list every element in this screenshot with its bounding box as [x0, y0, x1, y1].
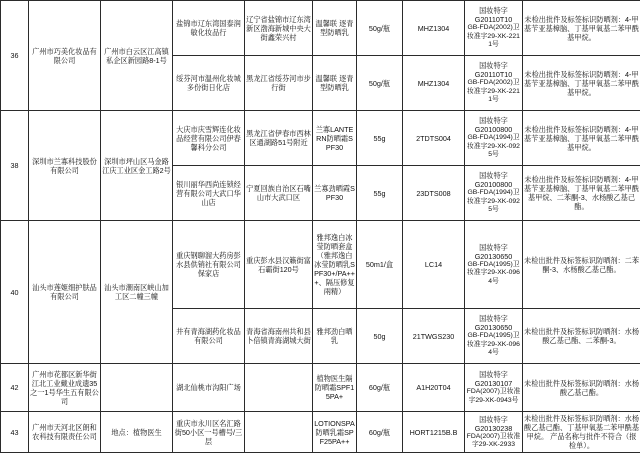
license-type: 国妆特字: [466, 116, 521, 125]
license-cell: [465, 111, 523, 166]
failed-items-cell: 未检出批件及标签标识防晒剂：水杨酸乙基己酯、二苯酮-3。: [523, 309, 640, 364]
license-extra: GB-FDA(1994)卫妆准字29-XK-0925号: [466, 134, 521, 159]
license-number: G20100800: [466, 180, 521, 189]
sample-code-cell: 23DTS008: [403, 166, 465, 221]
sample-code-cell: 21TWGS230: [403, 309, 465, 364]
seller-cell: 大庆市庆雪辉连化妆品经营有限公司伊春馨科分公司: [173, 111, 245, 166]
failed-items-cell: 未检出批件及标签标识防晒剂：4-甲基苄亚基樟脑、丁基甲氧基二苯甲酰基甲烷、二苯酮-3、水杨酸乙基己酯。: [523, 166, 640, 221]
table-row: [1, 221, 640, 309]
sampler-cell: 广州市花都区新华街江北工业戴业成遗35之一1号华生五有限公司: [29, 364, 101, 412]
license-extra: GB-FDA(2002)卫妆准字29-XK-2211号: [466, 24, 521, 49]
license-type: 国妆特字: [466, 243, 521, 252]
product-name-cell: 兰寡LANTERN防晒霜SPF30: [313, 111, 357, 166]
product-name-cell: 雅邦逸白冰莹防晒套盒（雅邦逸白冰莹防晒乳SPF30+/PA+++、隔压修复兩精）: [313, 221, 357, 309]
sample-code-cell: MHZ1304: [403, 56, 465, 111]
license-number: G20130238: [466, 424, 521, 433]
seller-cell: 井有青海湖药化妆品有限公司: [173, 309, 245, 364]
failed-items-extra: 产品名称与批件不符合（报检单）。: [550, 432, 636, 450]
license-extra: GB-FDA(1995)卫妆准字29-XK-0964号: [466, 261, 521, 286]
table-row: [1, 111, 640, 166]
producer-cell: 汕头市潮南区峡山加工区二幢三幢: [101, 221, 173, 364]
sample-code-cell: A1H20T04: [403, 364, 465, 412]
failed-items-cell: 未检出批件及标签标识防晒剂：二苯酮-3、水杨酸乙基己酯。: [523, 221, 640, 309]
product-name-cell: 雅邦劲白晒乳: [313, 309, 357, 364]
sampler-cell: 广州市巧美化妆品有限公司: [29, 1, 101, 111]
product-name-cell: LOTIONSPA防晒乳霜SPF25PA++: [313, 412, 357, 453]
license-extra: GB-FDA(2002)卫妆准字29-XK-2211号: [466, 79, 521, 104]
address-cell: [245, 364, 313, 412]
spec-cell: 50g: [357, 309, 403, 364]
row-index: 38: [1, 111, 29, 221]
product-name-cell: 植物医生隔防晒霜SPF15PA+: [313, 364, 357, 412]
seller-cell: 绥芬河市温州化妆城多份街日化店: [173, 56, 245, 111]
license-number: G20130107: [466, 379, 521, 388]
failed-items-cell: 未检出批件及标签标识防晒剂：4-甲基苄亚基樟脑、丁基甲氧基二苯甲酰基甲烷。: [523, 111, 640, 166]
seller-cell: 银川丽华西尚连锁经营有限公司大武口华山店: [173, 166, 245, 221]
producer-cell: [101, 364, 173, 412]
failed-items-text: 未检出批件及标签标识防晒剂：水杨酸乙基己酯、丁基甲氧基二苯甲酰基甲烷。: [524, 414, 639, 441]
license-extra: FDA(2007)卫妆准字29-XK-2933: [466, 433, 521, 450]
spec-cell: 50g/瓶: [357, 56, 403, 111]
address-cell: 黑龙江省绥芬河市步行街: [245, 56, 313, 111]
product-name-cell: 温馨联 逐青型防晒乳: [313, 56, 357, 111]
address-cell: 黑龙江省伊春市西林区通湖路51号附近: [245, 111, 313, 166]
spec-cell: 55g: [357, 111, 403, 166]
spec-cell: 50g/瓶: [357, 1, 403, 56]
license-cell: [465, 221, 523, 309]
spec-cell: 50m1/盒: [357, 221, 403, 309]
seller-cell: 湖北仙桃市沟阳广场: [173, 364, 245, 412]
sampler-cell: 汕头市莲姬细护肤品有限公司: [29, 221, 101, 364]
license-type: 国妆特字: [466, 370, 521, 379]
license-number: G20130650: [466, 323, 521, 332]
license-type: 国妆特字: [466, 314, 521, 323]
sample-code-cell: HORT1215B.B: [403, 412, 465, 453]
row-index: 42: [1, 364, 29, 412]
license-cell: [465, 364, 523, 412]
table-row: [1, 1, 640, 56]
license-cell: [465, 412, 523, 453]
sampler-cell: 广州市天河北区朗和农科技有限责任公司: [29, 412, 101, 453]
address-cell: 青海省海南州共和县卜倍镇青海湖城大街: [245, 309, 313, 364]
address-cell: [245, 412, 313, 453]
sample-code-cell: LC14: [403, 221, 465, 309]
product-name-cell: 温馨联 逐青型防晒乳: [313, 1, 357, 56]
address-cell: 宁夏回族自治区石嘴山市大武口区: [245, 166, 313, 221]
spec-cell: 60g/瓶: [357, 364, 403, 412]
license-number: G20110T10: [466, 70, 521, 79]
address-cell: 辽宁省盐锦市辽东湾新区渤海新城中央大街鑫荣兴村: [245, 1, 313, 56]
failed-items-cell: 未检出批件及标签标识防晒剂：4-甲基苄亚基樟脑、丁基甲氧基二苯甲酰基甲烷。: [523, 56, 640, 111]
license-extra: GB-FDA(1995)卫妆准字29-XK-0964号: [466, 332, 521, 357]
license-extra: GB-FDA(1994)卫妆准字29-XK-0925号: [466, 189, 521, 214]
row-index: 40: [1, 221, 29, 364]
license-cell: [465, 1, 523, 56]
license-type: 国妆特字: [466, 415, 521, 424]
table-row: [1, 364, 640, 412]
row-index: 43: [1, 412, 29, 453]
failed-items-cell: 未检出批件及标签标识防晒剂：4-甲基苄亚基樟脑、丁基甲氧基二苯甲酰基甲烷。: [523, 1, 640, 56]
license-cell: [465, 56, 523, 111]
spec-cell: 55g: [357, 166, 403, 221]
license-cell: [465, 166, 523, 221]
row-index: 36: [1, 1, 29, 111]
product-name-cell: 兰寡劲晒霞SPF30: [313, 166, 357, 221]
license-type: 国妆特字: [466, 6, 521, 15]
failed-items-cell: 未检出批件及标签标识防晒剂：水杨酸乙基己酯。: [523, 364, 640, 412]
seller-cell: 重庆市永川区名汇路街50小区一号槽号/三层: [173, 412, 245, 453]
seller-cell: 盐锦市辽东湾国泰润敏化妆品行: [173, 1, 245, 56]
sample-code-cell: 2TDTS004: [403, 111, 465, 166]
sampler-cell: 深圳市兰寡科技股份有限公司: [29, 111, 101, 221]
producer-cell: 深圳市坪山区马金路江庆工业区金工路2号: [101, 111, 173, 221]
sample-code-cell: MHZ1304: [403, 1, 465, 56]
address-cell: 重庆彭水县汉籁街富石霸街120号: [245, 221, 313, 309]
table-row: [1, 412, 640, 453]
license-type: 国妆特字: [466, 61, 521, 70]
license-number: G20110T10: [466, 15, 521, 24]
spec-cell: 60g/瓶: [357, 412, 403, 453]
failed-items-cell: [523, 412, 640, 453]
producer-cell: 广州市白云区江高镇私企区新园路8-1号: [101, 1, 173, 111]
seller-cell: 重庆钢聊溜大药房彭水县供销社有限公司保家店: [173, 221, 245, 309]
license-cell: [465, 309, 523, 364]
license-type: 国妆特字: [466, 171, 521, 180]
license-extra: FDA(2007)卫妆准字29-XK-0943号: [466, 388, 521, 405]
license-number: G20130650: [466, 252, 521, 261]
producer-cell: 地点：植物医生: [101, 412, 173, 453]
license-number: G20100800: [466, 125, 521, 134]
